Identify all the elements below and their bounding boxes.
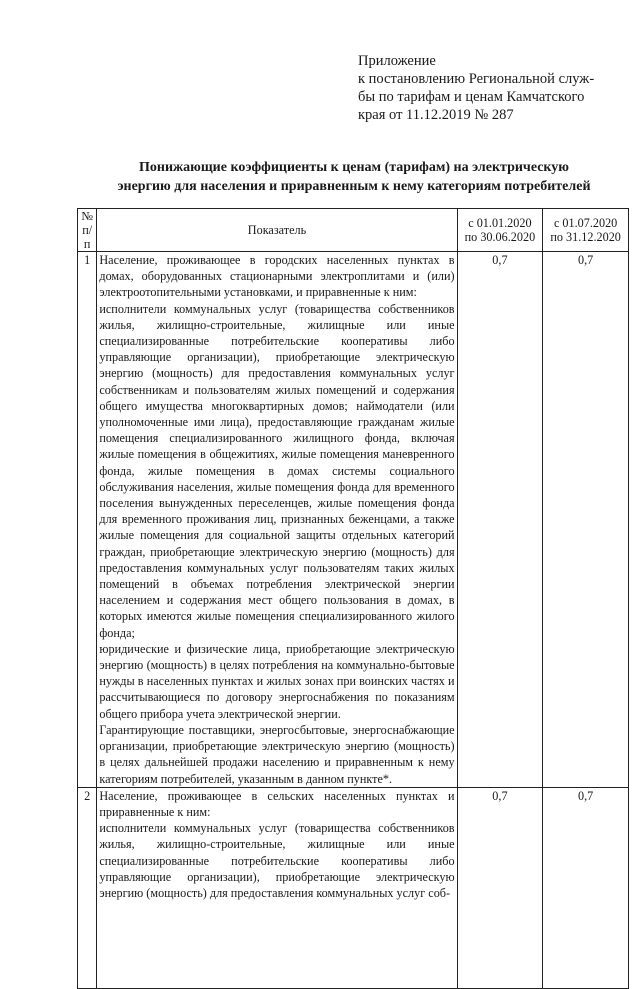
header-period-1	[457, 209, 543, 252]
header-num-line2: п/п	[82, 223, 93, 251]
title-line-2: энергию для населения и приравненным к нему категориям потребителей	[117, 179, 591, 194]
appendix-line: бы по тарифам и ценам Камчатского	[358, 89, 585, 105]
title-line-1: Понижающие коэффициенты к ценам (тарифам) на электрическую	[138, 160, 569, 175]
document-title	[80, 158, 628, 196]
header-period-2-to: по 31.12.2020	[550, 230, 621, 244]
header-num	[78, 209, 97, 252]
indicator-paragraph: Гарантирующие поставщики, энергосбытовые, энергоснабжающие организации, приобретающие электрическую энергию (мощность) в целях дальнейшей продажи населению и приравненным к нему категориям потребителей, указанным в данном пункте*.	[99, 722, 455, 786]
header-num-line1: №	[81, 209, 93, 223]
header-indicator: Показатель	[97, 209, 457, 252]
row-number: 2	[78, 787, 97, 988]
appendix-line: Приложение	[358, 53, 436, 69]
row-number: 1	[78, 252, 97, 788]
row-value-period-2: 0,7	[543, 252, 629, 788]
row-indicator	[97, 787, 457, 988]
table-header-row	[78, 209, 629, 252]
row-indicator	[97, 252, 457, 788]
indicator-paragraph: Население, проживающее в городских населенных пунктах в домах, оборудованных стационарными электроплитами и (или) электроотопительными установками, и приравненные к ним:	[99, 253, 455, 300]
appendix-note	[358, 52, 628, 124]
row-value-period-1: 0,7	[457, 787, 543, 988]
row-value-period-1: 0,7	[457, 252, 543, 788]
table-row	[78, 252, 629, 788]
coefficients-table	[77, 208, 629, 989]
header-period-2	[543, 209, 629, 252]
appendix-line: к постановлению Региональной служ-	[358, 71, 595, 87]
row-value-period-2: 0,7	[543, 787, 629, 988]
indicator-paragraph: исполнители коммунальных услуг (товарищества собственников жилья, жилищно-строительные, жилищные или иные специализированные потребительские кооперативы либо управляющие организации), приобретающие электрическую энергию (мощность) для предоставления коммунальных услуг собственникам и пользователям жилых помещений и содержания общего имущества многоквартирных домов; наймодатели (или уполномоченные ими лица), предоставляющие гражданам жилые помещения специализированного жилищного фонда, включая жилые помещения в общежитиях, жилые помещения маневренного фонда, жилые помещения в домах системы социального обслуживания населения, жилые помещения фонда для временного поселения вынужденных переселенцев, жилые помещения фонда для временного проживания лиц, признанных беженцами, а также жилые помещения для социальной защиты отдельных категорий граждан, приобретающие электрическую энергию (мощность) для предоставления коммунальных услуг пользователям таких жилых помещений в объемах потребления электрической энергии населением и содержания мест общего пользования в домах, в которых имеются жилые помещения специализированного жилого фонда;	[99, 301, 455, 640]
indicator-paragraph: исполнители коммунальных услуг (товарищества собственников жилья, жилищно-строительные, жилищные или иные специализированные потребительские кооперативы либо управляющие организации), приобретающие электрическую энергию (мощность) для предоставления коммунальных услуг соб-	[99, 821, 455, 900]
appendix-line: края от 11.12.2019 № 287	[358, 107, 514, 123]
indicator-paragraph: Население, проживающее в сельских населенных пунктах и приравненные к ним:	[99, 788, 455, 819]
header-period-1-to: по 30.06.2020	[464, 230, 536, 244]
indicator-paragraph: юридические и физические лица, приобретающие электрическую энергию (мощность) в целях потребления на коммунально-бытовые нужды в населенных пунктах и жилых зонах при воинских частях и рассчитывающиеся по договору энергоснабжения по показаниям общего прибора учета электрической энергии.	[99, 641, 455, 721]
header-period-2-from: с 01.07.2020	[553, 216, 618, 230]
table-row	[78, 787, 629, 988]
header-period-1-from: с 01.01.2020	[468, 216, 532, 230]
